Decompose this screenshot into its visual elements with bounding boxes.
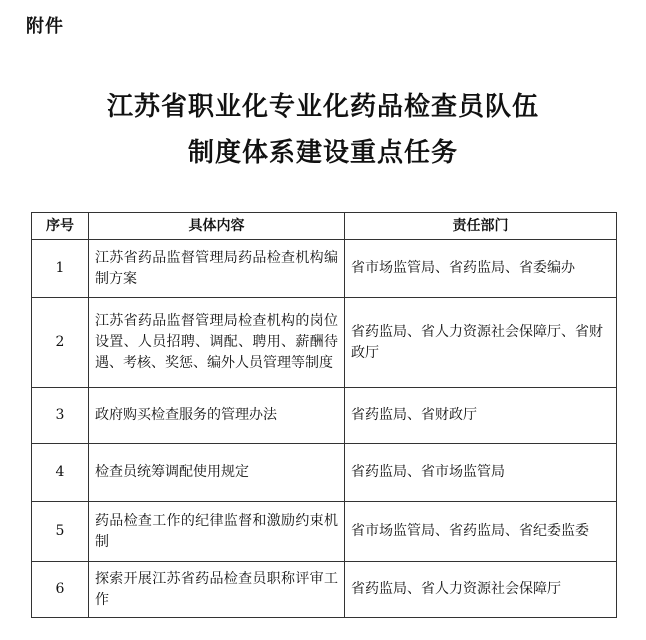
table-row — [32, 240, 617, 298]
row-department: 省市场监管局、省药监局、省纪委监委 — [345, 502, 617, 562]
row-content: 药品检查工作的纪律监督和激励约束机制 — [89, 502, 345, 562]
table-row — [32, 298, 617, 388]
row-department: 省药监局、省市场监管局 — [345, 444, 617, 502]
row-department: 省药监局、省人力资源社会保障厅、省财政厅 — [345, 298, 617, 388]
row-content: 探索开展江苏省药品检查员职称评审工作 — [89, 562, 345, 618]
row-department: 省药监局、省财政厅 — [345, 388, 617, 444]
row-department: 省市场监管局、省药监局、省委编办 — [345, 240, 617, 298]
row-content: 江苏省药品监督管理局检查机构的岗位设置、人员招聘、调配、聘用、薪酬待遇、考核、奖惩、编外人员管理等制度 — [89, 298, 345, 388]
table-row — [32, 502, 617, 562]
row-number: 3 — [32, 388, 89, 444]
row-number: 4 — [32, 444, 89, 502]
header-index: 序号 — [32, 213, 89, 240]
row-number: 6 — [32, 562, 89, 618]
table-header-row — [32, 213, 617, 240]
row-content: 政府购买检查服务的管理办法 — [89, 388, 345, 444]
row-number: 5 — [32, 502, 89, 562]
tasks-table — [31, 212, 617, 618]
table-row — [32, 562, 617, 618]
header-department: 责任部门 — [345, 213, 617, 240]
row-content: 检查员统筹调配使用规定 — [89, 444, 345, 502]
row-number: 2 — [32, 298, 89, 388]
header-content: 具体内容 — [89, 213, 345, 240]
document-title-line-1: 江苏省职业化专业化药品检查员队伍 — [106, 92, 539, 122]
document-title-line-2: 制度体系建设重点任务 — [187, 138, 458, 168]
row-content: 江苏省药品监督管理局药品检查机构编制方案 — [89, 240, 345, 298]
row-department: 省药监局、省人力资源社会保障厅 — [345, 562, 617, 618]
attachment-label: 附件 — [26, 16, 64, 37]
table-row — [32, 388, 617, 444]
table-row — [32, 444, 617, 502]
row-number: 1 — [32, 240, 89, 298]
